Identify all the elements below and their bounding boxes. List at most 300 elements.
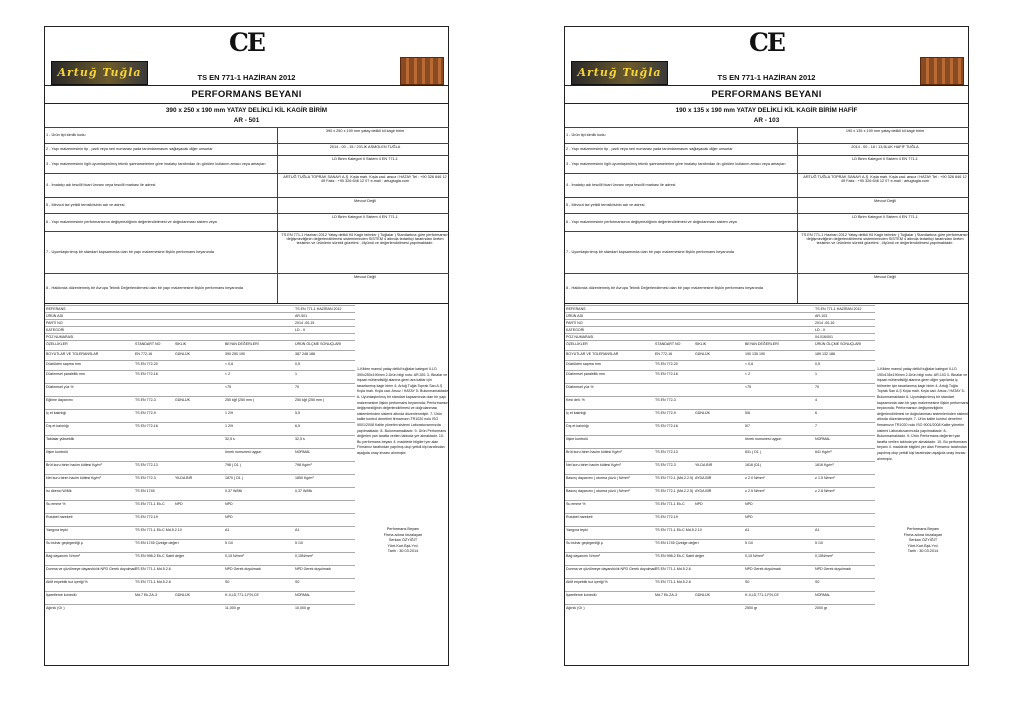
signature-line: Yönt.Kurl.Bşk.Yrd.	[387, 543, 419, 548]
signature-line: Performans Beyanı	[386, 527, 420, 531]
table-cell: 5 /10	[815, 541, 823, 545]
table-cell: Basınç dayanımı ( oturma yüzü ) N/mm²	[566, 489, 630, 493]
answer-value: 390 x 250 x 190 mm yatay delikli kil kagir birim	[325, 129, 405, 133]
table-cell: Rutubet hareketi	[566, 515, 593, 519]
table-cell: EN 772-16	[135, 352, 153, 356]
declaration-sheet-left	[44, 26, 449, 666]
table-cell: TS EN 771-1 Ek-C Md.5.2.10	[655, 528, 702, 532]
table-cell: NORMAL	[815, 437, 831, 441]
table-row	[45, 513, 355, 526]
question-row	[565, 127, 969, 144]
table-cell: S0	[295, 580, 300, 584]
question-label: 8 - Hakkında düzenlenmiş bir Avrupa Teknik Değerlendirmesi olan bir yapı malzemesine ilişkin performans beyanında	[46, 286, 243, 290]
table-cell: Dış et kalınlığı	[566, 424, 589, 428]
table-row	[565, 461, 875, 474]
table-row	[45, 326, 355, 333]
company-logo: Artuğ Tuğla	[571, 61, 668, 85]
table-row	[565, 513, 875, 526]
table-cell: NPD	[225, 502, 233, 506]
table-cell: PARTİ NO	[46, 321, 63, 325]
table-row	[565, 565, 875, 578]
table-cell: 70	[815, 385, 819, 389]
table-cell: TS EN 772-19	[655, 515, 678, 519]
table-cell: TS EN 1745 Çizelge değeri	[135, 541, 179, 545]
table-cell: NORMAL	[815, 593, 831, 597]
question-label: 5 - Mevcut ise yetkili temsilcisinin adı ve adresi	[566, 203, 645, 207]
table-cell: GÜNLÜK	[695, 593, 710, 597]
table-row	[45, 552, 355, 565]
table-row	[565, 474, 875, 487]
table-cell: 6	[815, 411, 817, 415]
table-cell: Düzlemsel yüz %	[566, 385, 594, 389]
table-cell: 1850 Kg/m³	[295, 476, 314, 480]
notes-text: 1-Kilden mamul yatay delikli tuğlalar kategori II-LD 190x135x190mm 2-Ürün bilgi notu: AR-103 3- Binalar ve inşaat mühendisliği alanına giren diğer yapılarda iç bölmeler için tasarlanmış kagir birim 4- Artuğ Tuğla Toprak San A.Ş Kışla mah. Kışla cad. Arsuz / HATAY 5- Bulunmamaktadır 6- Uyumlaştırılmış bir standart kapsamında olan bir yapı malzemesine ilişkin performans beyanında; Performansın değişmezliğinin değerlendirilmesi ve doğrulanması sistemlerinden sistemi altında düzenlenmiştir. 7- Ürün kalite kontrol denetimi firmamızın TR1020 nolu ISO 9001/2008 Kalite yönetim sistemi Laboratuvarımızda yapılmaktadır. 8- Bulunmamaktadır. 9- Ürün Performans değerleri yan tarafta verilen tabloda yer almaktadır. 10- Bu performans beyanı 4. maddede bilgileri yer alan Firmamız tarafından yapılmış olup yetkili kişi tarafından aşağıda onay imzası alınmıştır.	[877, 367, 969, 461]
question-row	[565, 273, 969, 304]
table-cell: NPD	[175, 502, 183, 506]
table-row	[45, 305, 355, 312]
question-row	[45, 231, 449, 274]
table-row	[45, 448, 355, 461]
table-cell: LD - II	[815, 328, 825, 332]
question-label: 3 - Yapı malzemesinin ilgili uyumlaştırılmış teknik şartnamelerine göre imalatçı tarafından ön görülen kullanım amacı veya amaçları	[46, 162, 266, 166]
table-cell: TS EN 771-1 Ek-C	[135, 502, 165, 506]
table-cell: TS EN 772-13	[135, 463, 158, 467]
table-cell: TS EN 772-16	[135, 372, 158, 376]
answer-value: Mevcut Değil	[354, 199, 376, 203]
table-row	[45, 565, 355, 578]
table-cell: GÜNLÜK	[695, 352, 710, 356]
question-row	[45, 155, 449, 174]
signature-line: Tarih : 30.03.2014	[387, 549, 419, 553]
signature-line: Serkan ÖZYİĞİT	[908, 538, 938, 542]
table-cell: A1	[225, 528, 230, 532]
signature-line: Firma adına imzalayan	[383, 532, 423, 537]
table-cell: Md.7 Ek.ZA-3	[655, 593, 677, 597]
question-row	[45, 197, 449, 214]
table-row	[565, 578, 875, 591]
table-row	[565, 319, 875, 326]
table-cell: BOYUTLAR VE TOLERANSLAR	[566, 352, 619, 356]
table-cell: 387 248 188	[295, 352, 315, 356]
table-cell: TS EN 772-20	[135, 362, 158, 366]
table-cell: İlişim kontrolü	[566, 437, 588, 441]
table-cell: TS EN 998-2 Ek-C Sabit değer	[135, 554, 185, 558]
table-cell: ÖZELLİKLER	[46, 342, 68, 346]
table-cell: YILDA BİR	[695, 463, 713, 467]
table-cell: POZ NUMARASI	[566, 335, 594, 339]
table-cell: Ağırlık (Gr )	[566, 606, 585, 610]
question-label: 5 - Mevcut ise yetkili temsilcisinin adı ve adresi	[46, 203, 125, 207]
table-row	[565, 370, 875, 383]
table-cell: NPD Gerek duyulmadı	[815, 567, 851, 571]
table-cell: < 0,6	[225, 362, 234, 366]
table-cell: Düzlemsel paralellik mm	[566, 372, 605, 376]
table-cell: Düzlükten sapma mm	[46, 362, 81, 366]
table-cell: TS EN 771-1 Ek-C	[655, 502, 685, 506]
table-cell: TS EN 772-16	[655, 424, 678, 428]
table-cell: K-II,LD,771-1,P,N,CE	[225, 593, 259, 597]
table-cell: S0	[745, 580, 750, 584]
table-cell: 0,15 N/mm²	[225, 554, 244, 558]
table-cell: 250 kğf (250 mm )	[295, 398, 325, 402]
signature-line: Performans Beyanı	[906, 527, 940, 531]
table-row	[45, 360, 355, 370]
table-cell: SIKLIK	[695, 342, 707, 346]
question-row	[565, 155, 969, 174]
table-cell: örnek numunesi uygun	[225, 450, 262, 454]
table-cell: Dış et kalınlığı	[46, 424, 69, 428]
table-cell: 5/6	[745, 411, 750, 415]
table-cell: ≥ 1.5 N/mm²	[815, 476, 835, 480]
table-cell: TS EN 772-13	[655, 450, 678, 454]
table-cell: Md.7 Ek.ZA-3	[135, 593, 157, 597]
table-cell: NPD	[695, 502, 703, 506]
table-cell: 7	[815, 424, 817, 428]
signature-line: Firma adına imzalayan	[903, 532, 943, 537]
answer-value: TS EN 771-1 Haziran 2012 Yatay delikli Kil Kagir birimler ( Tuğlalar ) Standartına göre performansın değişmezliğinin değerlendirilmesi sistemlerinden SİSTEM 4 altında tedarikçi tarafından üretim tesisinin ve ürünlerin sürekli gözetimi , ölçümü ve değerlendirilmesi yapılmaktadır.	[801, 233, 969, 245]
question-label: 6 - Yapı malzemesinin performansının değişmezliğinin değerlendirilmesi ve doğrulanması sistem veya	[46, 220, 217, 224]
table-cell: 0,15N/mm²	[295, 554, 313, 558]
table-cell: Kesi deli. %	[566, 398, 585, 402]
table-cell: 04.016/001	[815, 335, 833, 339]
table-cell: Su emme %	[46, 502, 66, 506]
table-cell: TS EN 771-1 HAZİRAN 2012	[815, 307, 862, 311]
table-cell: 5/7	[745, 424, 750, 428]
table-row	[565, 604, 875, 617]
table-cell: 5 /10	[295, 541, 303, 545]
ce-mark: CE	[229, 28, 264, 57]
table-cell: Yangına tepki	[566, 528, 588, 532]
table-cell: NORMAL	[295, 450, 311, 454]
table-cell: BEYAN DEĞERLERİ	[745, 342, 779, 346]
table-cell: TS EN 772-20	[655, 362, 678, 366]
table-row	[565, 326, 875, 333]
table-cell: 189 132 186	[815, 352, 835, 356]
table-cell: 798 ( D1 )	[225, 463, 241, 467]
question-row	[45, 213, 449, 232]
table-cell: İşaretleme kontrolü	[46, 593, 77, 597]
table-cell: TS EN 772-3	[655, 398, 676, 402]
table-cell: 1 2/9	[225, 424, 233, 428]
table-cell: Su emme %	[566, 502, 586, 506]
question-label: 1 - Ürün tipi kimlik kodu	[46, 133, 86, 137]
question-row	[45, 173, 449, 198]
table-cell: Düzlükten sapma mm	[566, 362, 601, 366]
table-row	[565, 340, 875, 350]
table-cell: 32,5 s	[225, 437, 235, 441]
table-row	[45, 340, 355, 350]
product-code: AR - 501	[233, 117, 260, 124]
table-cell: TS EN 772-3	[135, 398, 156, 402]
table-cell: TS EN 772-3	[655, 463, 676, 467]
table-cell: 798 Kg/m³	[295, 463, 312, 467]
table-cell: Bağ dayanımı N/mm²	[566, 554, 600, 558]
question-label: 3 - Yapı malzemesinin ilgili uyumlaştırılmış teknik şartnamelerine göre imalatçı tarafından ön görülen kullanım amacı veya amaçları	[566, 162, 786, 166]
divider	[565, 103, 968, 104]
table-row	[45, 526, 355, 539]
table-cell: 5 /10	[745, 541, 753, 545]
divider	[45, 85, 448, 86]
answer-value: 190 x 135 x 190 mm yatay delikli kil kagir birim	[845, 129, 925, 133]
divider	[565, 85, 968, 86]
table-cell: Düzlemsel yüz %	[46, 385, 74, 389]
table-cell: GÜNLÜK	[175, 352, 190, 356]
table-cell: TS EN 772-19	[135, 515, 158, 519]
table-cell: 1	[815, 372, 817, 376]
table-cell: Aktif eriyebilir tuz içeriği %	[46, 580, 88, 584]
table-cell: TS EN 772-9	[135, 411, 156, 415]
table-row	[565, 487, 875, 500]
table-cell: 0,15N/mm²	[815, 554, 833, 558]
table-cell: < 0,6	[745, 362, 754, 366]
table-cell: 1 2/9	[225, 411, 233, 415]
declaration-sheet-right	[564, 26, 969, 666]
table-row	[45, 474, 355, 487]
question-label: 6 - Yapı malzemesinin performansının değişmezliğinin değerlendirilmesi ve doğrulanması sistem veya	[566, 220, 737, 224]
question-label: 4 - İmalatçı adı tescilli ticari ünvanı veya tescilli markası ile adresi	[566, 183, 676, 187]
standard-title: TS EN 771-1 HAZİRAN 2012	[717, 73, 816, 82]
answer-value: LD Birim Kategori II Sistem 4 EN 771-1	[852, 157, 918, 161]
table-row	[565, 312, 875, 319]
table-cell: İç et kalınlığı	[46, 411, 67, 415]
question-row	[565, 173, 969, 198]
table-row	[565, 360, 875, 370]
table-cell: 70	[295, 385, 299, 389]
question-row	[565, 213, 969, 232]
table-cell: YILDA BİR	[175, 476, 193, 480]
table-row	[45, 370, 355, 383]
table-cell: Brüt kuru birim hacim kütlesi Kg/m³	[46, 463, 102, 467]
table-cell: ≥ 2.8 N/mm²	[815, 489, 835, 493]
table-cell: İlişim kontrolü	[46, 450, 68, 454]
answer-value: LD Birim Kategori II Sistem 4 EN 771-1	[332, 215, 398, 219]
table-cell: Basınç dayanımı ( oturma yüzü ) N/mm²	[566, 476, 630, 480]
table-cell: GÜNLÜK	[695, 411, 710, 415]
table-row	[45, 350, 355, 360]
table-cell: 6,5	[295, 424, 300, 428]
table-row	[45, 539, 355, 552]
table-cell: 1	[295, 372, 297, 376]
signature-line: Yönt.Kurl.Bşk.Yrd.	[907, 543, 939, 548]
table-cell: Su buhar geçirgenliği μ	[46, 541, 83, 545]
table-cell: TS EN 771-1 Md.5.2.6	[655, 567, 691, 571]
answer-value: 2014 - 00 - 16 / 13,5LUK HAFİF TUĞLA	[851, 145, 919, 149]
table-row	[45, 604, 355, 617]
question-label: 7 - Uyumlaştırılmış bir standart kapsamında olan bir yapı malzemesine ilişkin performans beyanında	[46, 250, 214, 254]
table-row	[45, 319, 355, 326]
table-cell: PARTİ NO	[566, 321, 583, 325]
table-cell: 641 Kg/m³	[815, 450, 832, 454]
signature-line: Tarih : 30.03.2014	[907, 549, 939, 553]
table-row	[45, 500, 355, 513]
table-cell: 2500 gr	[745, 606, 758, 610]
question-label: 2 - Yapı malzemesinin tip , parti veya seri numarası yada tanımlanmasını sağlayacak diğer unsurlar	[46, 147, 213, 151]
table-row	[565, 500, 875, 513]
table-cell: REFERANS	[566, 307, 586, 311]
table-cell: TS EN 772-9	[655, 411, 676, 415]
table-row	[45, 461, 355, 474]
table-cell: Rutubet hareketi	[46, 515, 73, 519]
table-cell: REFERANS	[46, 307, 66, 311]
divider	[565, 303, 968, 304]
table-row	[565, 409, 875, 422]
table-cell: 0,5	[295, 362, 300, 366]
question-row	[45, 127, 449, 144]
table-cell: ÜRÜN ÖLÇME SONUÇLARI	[295, 342, 342, 346]
table-cell: A1	[295, 528, 300, 532]
table-cell: 631 ( D1 )	[745, 450, 761, 454]
answer-value: TS EN 771-1 Haziran 2012 Yatay delikli Kil Kagir birimler ( Tuğlalar ) Standartına göre performansın değişmezliğinin değerlendirilmesi sistemlerinden SİSTEM 4 altında tedarikçi tarafından üretim tesisinin ve ürünlerin sürekli gözetimi , ölçümü ve değerlendirilmesi yapılmaktadır.	[281, 233, 449, 245]
table-cell: 0,37 W/Mk	[295, 489, 313, 493]
table-cell: KATEGORİ	[46, 328, 65, 332]
table-row	[565, 526, 875, 539]
table-cell: Donma ve çözülmeye dayanıklılık NPD Gerek duyulmadı	[46, 567, 137, 571]
table-cell: <75	[745, 385, 752, 389]
table-cell: Aktif eriyebilir tuz içeriği %	[566, 580, 608, 584]
table-cell: ÜRÜN ADI	[566, 314, 584, 318]
table-cell: 2000 gr	[815, 606, 828, 610]
table-cell: Net kuru birim hacim kütlesi Kg/m³	[46, 476, 101, 480]
table-cell: TS EN 771-1 Md.5.2.8	[655, 580, 691, 584]
table-cell: LD - II	[295, 328, 305, 332]
table-cell: Eğilme dayanımı	[46, 398, 73, 402]
answer-value: Mevcut Değil	[874, 275, 896, 279]
table-cell: TS EN 772-3	[135, 476, 156, 480]
answer-value: LD Birim Kategori II Sistem 4 EN 771-1	[332, 157, 398, 161]
table-cell: TS EN 772-1 (Md.2.2.5)	[655, 476, 694, 480]
signature-block	[357, 527, 449, 555]
table-cell: TS EN 771-1 Md.5.2.8	[135, 580, 171, 584]
table-cell: NPD Gerek duyulmadı	[295, 567, 331, 571]
page-title: PERFORMANS BEYANI	[191, 89, 302, 100]
table-cell: KATEGORİ	[566, 328, 585, 332]
answer-value: LD Birim Kategori II Sistem 4 EN 771-1	[852, 215, 918, 219]
signature-block	[877, 527, 969, 555]
table-cell: ÜRÜN ADI	[46, 314, 64, 318]
signature-line: Serkan ÖZYİĞİT	[388, 538, 418, 542]
company-logo: Artuğ Tuğla	[51, 61, 148, 85]
table-row	[565, 552, 875, 565]
ce-mark: CE	[749, 28, 784, 57]
table-row	[45, 396, 355, 409]
table-cell: TS EN 1745 Çizelge değeri	[655, 541, 699, 545]
table-row	[45, 333, 355, 340]
table-cell: TS EN 771-1 Md.5.2.6	[135, 567, 171, 571]
table-cell: TS EN 772-1 (Md.2.2.5)	[655, 489, 694, 493]
question-label: 8 - Hakkında düzenlenmiş bir Avrupa Teknik Değerlendirmesi olan bir yapı malzemesine ilişkin performans beyanında	[566, 286, 763, 290]
table-cell: ÜRÜN ÖLÇME SONUÇLARI	[815, 342, 862, 346]
table-cell: 1870 ( D1 )	[225, 476, 243, 480]
table-cell: Net kuru birim hacim kütlesi Kg/m³	[566, 463, 621, 467]
product-code: AR - 103	[753, 117, 780, 124]
table-row	[565, 591, 875, 604]
table-cell: 190 135 190	[745, 352, 765, 356]
table-cell: ≥ 2.5 N/mm²	[745, 489, 765, 493]
table-cell: GÜNLÜK	[175, 398, 190, 402]
table-cell: 5 /10	[225, 541, 233, 545]
table-cell: Donma ve çözülmeye dayanıklılık NPD Gerek duyulmadı	[566, 567, 657, 571]
table-cell: 250 kğf (250 mm )	[225, 398, 255, 402]
table-cell: NORMAL	[295, 593, 311, 597]
page-title: PERFORMANS BEYANI	[711, 89, 822, 100]
question-label: 2 - Yapı malzemesinin tip , parti veya seri numarası yada tanımlanmasını sağlayacak diğer unsurlar	[566, 147, 733, 151]
table-cell: STANDART NO	[135, 342, 161, 346]
table-cell: AYDA BİR	[695, 476, 712, 480]
table-cell: Brüt kuru birim hacim kütlesi Kg/m³	[566, 450, 622, 454]
table-cell: 2014 -00-15	[295, 321, 315, 325]
table-cell: Tablalar yükseklik	[46, 437, 75, 441]
table-cell: 32,5 s	[295, 437, 305, 441]
table-cell: BEYAN DEĞERLERİ	[225, 342, 259, 346]
table-row	[565, 305, 875, 312]
question-label: 1 - Ürün tipi kimlik kodu	[566, 133, 606, 137]
table-cell: SIKLIK	[175, 342, 187, 346]
question-row	[45, 273, 449, 304]
table-cell: EN 772-16	[655, 352, 673, 356]
table-cell: TS EN 1745	[135, 489, 155, 493]
table-row	[565, 383, 875, 396]
table-cell: 0,37 W/Mk	[225, 489, 243, 493]
table-cell: A1	[815, 528, 820, 532]
table-cell: POZ NUMARASI	[46, 335, 74, 339]
table-cell: örnek numunesi uygun	[745, 437, 782, 441]
table-cell: 1616 (D1)	[745, 463, 761, 467]
table-cell: < 2	[745, 372, 751, 376]
table-row	[45, 487, 355, 500]
answer-value: Mevcut Değil	[354, 275, 376, 279]
table-row	[565, 396, 875, 409]
table-row	[45, 422, 355, 435]
table-cell: K-II,LD,771-1,P,N,CE	[745, 593, 779, 597]
table-cell: Su buhar geçirgenliği μ	[566, 541, 603, 545]
table-row	[565, 448, 875, 461]
table-cell: GÜNLÜK	[175, 593, 190, 597]
table-cell: 4	[815, 398, 817, 402]
table-cell: A1	[745, 528, 750, 532]
table-cell: NPD	[745, 502, 753, 506]
table-cell: AR-501	[295, 314, 308, 318]
table-row	[45, 591, 355, 604]
table-cell: S0	[225, 580, 230, 584]
answer-value: ARTUĞ TUĞLA TOPRAK SANAYİ A.Ş. Kışla mah. Kışla cad. arsuz / HATAY Tel : +90 326 646 12 49 Faks : +90 326 646 12 07 e-mail : artugtugla.com	[283, 175, 447, 183]
table-cell: 11,000 gr	[225, 606, 240, 610]
question-row	[565, 231, 969, 274]
table-cell: 10,000 gr	[295, 606, 311, 610]
table-cell: S0	[815, 580, 820, 584]
answer-value: ARTUĞ TUĞLA TOPRAK SANAYİ A.Ş. Kışla mah. Kışla cad. arsuz / HATAY Tel : +90 326 646 12 49 Faks : +90 326 646 12 07 e-mail : artugtugla.com	[803, 175, 967, 183]
table-cell: TS EN 772-16	[135, 424, 158, 428]
product-title: 190 x 135 x 190 mm YATAY DELİKLİ KİL KAGİR BİRİM HAFİF	[675, 107, 858, 114]
table-cell: ≥ 2.0 N/mm²	[745, 476, 765, 480]
table-cell: Isı direnci W/Mk	[46, 489, 72, 493]
table-cell: Bağ dayanımı N/mm²	[46, 554, 80, 558]
table-cell: AYDA BİR	[695, 489, 712, 493]
table-row	[45, 383, 355, 396]
table-cell: TS EN 772-16	[655, 372, 678, 376]
table-cell: 390 250 190	[225, 352, 245, 356]
table-row	[45, 578, 355, 591]
product-title: 390 x 250 x 190 mm YATAY DELİKLİ KİL KAGİR BİRİM	[165, 107, 328, 114]
notes-text: 1-Kilden mamul yatay delikli tuğlalar kategori II-LD 390x250x190mm 2-Ürün bilgi notu: AR-501 3- Binalar ve inşaat mühendisliği alanına giren ara kattar için tasarlanmış kagir birim 4- Artuğ Tuğla Toprak San A.Ş Kışla mah. Kışla cad. Arsuz / HATAY 5- Bulunmamaktadır 6- Uyumlaştırılmış bir standart kapsamında olan bir yapı malzemesine ilişkin performans beyanında; Performansın değişmezliğinin değerlendirilmesi ve doğrulanması sistemlerinden sistemi altında düzenlenmiştir. 7- Ürün kalite kontrol denetimi firmamızın TR1020 nolu ISO 9001/2008 Kalite yönetim sistemi Laboratuvarımızda yapılmaktadır. 8- Bulunmamaktadır. 9- Ürün Performans değerleri yan tarafta verilen tabloda yer almaktadır. 10- Bu performans beyanı 4. maddede bilgileri yer alan Firmamız tarafından yapılmış olup yetkili kişi tarafından aşağıda onay imzası alınmıştır.	[357, 367, 449, 455]
table-row	[45, 435, 355, 448]
table-row	[565, 435, 875, 448]
table-cell: NPD	[745, 515, 753, 519]
question-row	[565, 197, 969, 214]
table-row	[565, 539, 875, 552]
table-cell: NPD	[225, 515, 233, 519]
table-cell: NPD Gerek duyulmadı	[745, 567, 781, 571]
table-cell: < 2	[225, 372, 231, 376]
